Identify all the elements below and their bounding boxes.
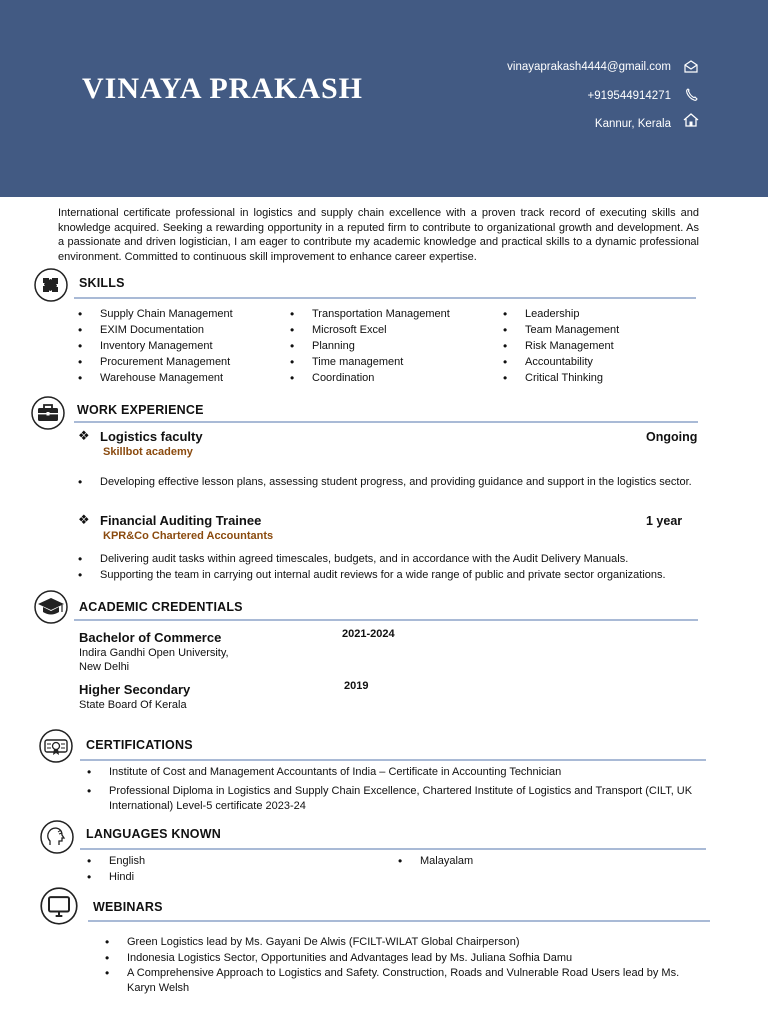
home-icon	[682, 111, 700, 129]
list-item: • Green Logistics lead by Ms. Gayani De Alwis (FCILT-WILAT Global Chairperson)	[105, 934, 695, 950]
skills-title: SKILLS	[79, 276, 125, 290]
candidate-name: VINAYA PRAKASH	[82, 72, 364, 105]
list-item: • Supply Chain Management	[78, 306, 278, 322]
list-item: • Delivering audit tasks within agreed timescales, budgets, and in accordance with the Audit Delivery Manuals.	[78, 551, 718, 567]
job-organization: Skillbot academy	[103, 446, 193, 458]
job-duration: 1 year	[646, 514, 683, 528]
profile-summary: International certificate professional in logistics and supply chain excellence with a proven track record of executing skills and knowledge acquired. Seeking a rewarding opportunity in a reputed firm to contribute to organizational growth and development. As a passionate and driven logistician, I am eager to contribute my academic knowledge and practical skills to a dynamic professional environment. Committed to continuous skill improvement to enhance career expertise.	[58, 207, 699, 263]
job-bullets	[78, 475, 698, 490]
languages-column-1	[87, 853, 287, 885]
experience-title: WORK EXPERIENCE	[77, 403, 204, 417]
phone-icon	[682, 86, 700, 104]
job-duration: Ongoing	[646, 430, 698, 444]
header-banner	[0, 0, 768, 197]
envelope-icon	[682, 58, 700, 76]
certificate-icon	[38, 728, 74, 764]
languages-divider	[80, 848, 706, 850]
location-text: Kannur, Kerala	[594, 118, 671, 130]
email-text: vinayaprakash4444@gmail.com	[507, 61, 671, 73]
puzzle-icon	[33, 267, 69, 303]
job-title: Logistics faculty	[100, 429, 203, 444]
graduation-cap-icon	[33, 589, 69, 625]
list-item: • Leadership	[503, 306, 683, 322]
list-item: • Procurement Management	[78, 354, 278, 370]
institution-name: State Board Of Kerala	[79, 699, 187, 711]
list-item: • Supporting the team in carrying out internal audit reviews for a wide range of public and private sector organizations.	[78, 567, 718, 583]
list-item: • Professional Diploma in Logistics and Supply Chain Excellence, Chartered Institute of Logistics and Transport (CILT, UK International) Level-5 certificate 2023-24	[87, 784, 715, 814]
list-item: • Coordination	[290, 370, 490, 386]
list-item: • Risk Management	[503, 338, 683, 354]
academic-title: ACADEMIC CREDENTIALS	[79, 600, 243, 614]
list-item: • Hindi	[87, 869, 287, 885]
list-item: • Institute of Cost and Management Accountants of India – Certificate in Accounting Technician	[87, 764, 715, 780]
skills-divider	[74, 297, 696, 299]
list-item: • Critical Thinking	[503, 370, 683, 386]
certifications-title: CERTIFICATIONS	[86, 738, 193, 752]
list-item: • Accountability	[503, 354, 683, 370]
languages-column-2	[398, 853, 598, 869]
list-item: • EXIM Documentation	[78, 322, 278, 338]
certifications-divider	[80, 759, 706, 761]
webinars-divider	[88, 920, 710, 922]
list-item: • Developing effective lesson plans, assessing student progress, and providing guidance and support in the logistics sector.	[78, 475, 698, 490]
languages-title: LANGUAGES KNOWN	[86, 827, 221, 841]
list-item: • Microsoft Excel	[290, 322, 490, 338]
degree-years: 2021-2024	[342, 628, 395, 640]
institution-name: Indira Gandhi Open University,	[79, 647, 229, 659]
webinars-title: WEBINARS	[93, 900, 163, 914]
institution-place: New Delhi	[79, 661, 130, 673]
list-item: • Malayalam	[398, 853, 598, 869]
job-bullets	[78, 551, 718, 583]
certifications-list	[87, 764, 715, 814]
list-item: • Indonesia Logistics Sector, Opportunities and Advantages lead by Ms. Juliana Sofhia Damu	[105, 950, 695, 966]
skills-column-3	[503, 306, 683, 386]
list-item: • Warehouse Management	[78, 370, 278, 386]
skills-column-2	[290, 306, 490, 386]
experience-divider	[74, 421, 698, 423]
academic-divider	[74, 619, 698, 621]
webinars-list	[105, 934, 695, 996]
list-item: • Planning	[290, 338, 490, 354]
list-item: • Inventory Management	[78, 338, 278, 354]
degree-years: 2019	[344, 680, 369, 692]
phone-text: +919544914271	[587, 90, 671, 102]
job-title: Financial Auditing Trainee	[100, 513, 262, 528]
list-item: • Team Management	[503, 322, 683, 338]
degree-title: Bachelor of Commerce	[79, 630, 222, 645]
list-item: • English	[87, 853, 287, 869]
skills-column-1	[78, 306, 278, 386]
list-item: • Time management	[290, 354, 490, 370]
list-item: • A Comprehensive Approach to Logistics and Safety. Construction, Roads and Vulnerable Road Users lead by Ms. Karyn Welsh	[105, 966, 695, 996]
speaking-head-icon	[39, 819, 75, 855]
diamond-bullet-icon: ❖	[78, 428, 90, 443]
diamond-bullet-icon: ❖	[78, 512, 90, 527]
list-item: • Transportation Management	[290, 306, 490, 322]
monitor-icon	[39, 886, 79, 926]
job-organization: KPR&Co Chartered Accountants	[103, 530, 274, 542]
degree-title: Higher Secondary	[79, 682, 191, 697]
briefcase-icon	[30, 395, 66, 431]
